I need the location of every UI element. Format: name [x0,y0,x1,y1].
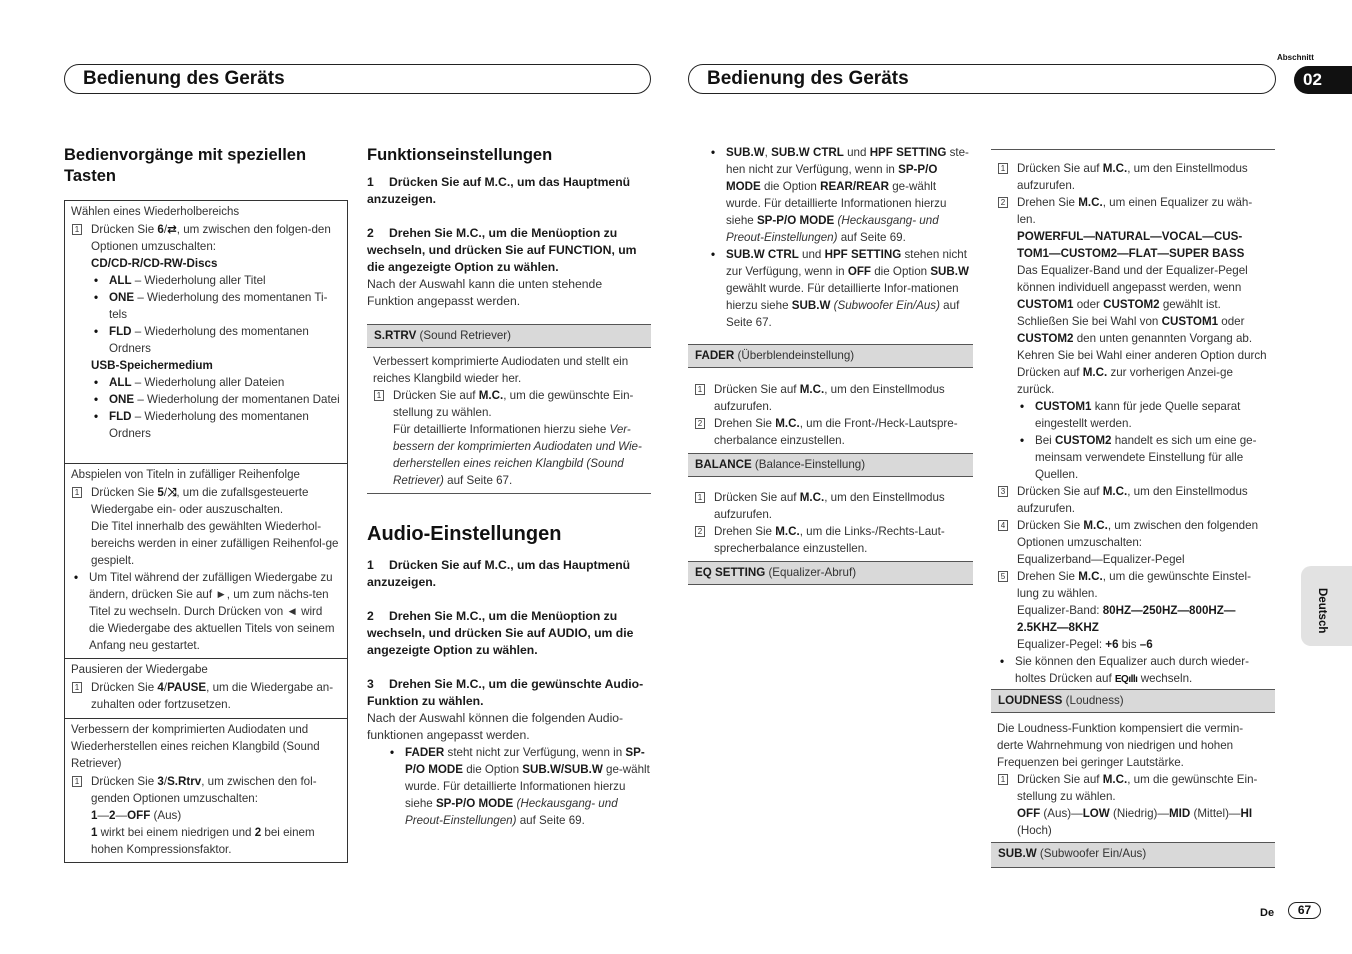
eq-button-bullet: • Sie können den Equalizer auch durch wieder-holtes Drücken auf EQıllı wechseln. [997,653,1269,688]
balance-step-1: 1 Drücken Sie auf M.C., um den Einstellmodus aufzurufen. [694,489,967,523]
pause-caption: Pausieren der Wiedergabe [71,664,208,676]
col3-bullets [688,144,972,331]
loudness-table-body: Die Loudness-Funktion kompensiert die vermin-derte Wahrnehmung von niedrigen und hohen Frequenzen bei geringer Lautstärke. 1 Drücken Sie auf M.C., um die gewünschte Ein-stellung zu wählen. OFF (Aus)—LOW (Niedrig)—MID (Mittel)—HI (Hoch) [991,720,1275,839]
left-header-title: Bedienung des Geräts [83,68,285,89]
language-label: Deutsch [1316,588,1328,634]
cd-title: CD/CD-R/CD-RW-Discs [91,257,218,270]
step-number-icon: 1 [72,224,82,235]
function-step-2-note: Nach der Auswahl kann die unten stehende Funktion angepasst werden. [367,277,603,308]
list-item: • FLD – Wiederholung des momentanen Ordners [91,323,341,357]
sound-retriever-caption: Verbessern der komprimierten Audiodaten und Wiederherstellen eines reichen Klangbild (Sound Retriever) [71,724,320,770]
page-number: 67 [1288,902,1321,919]
eq-custom-desc-2: Schließen Sie bei Wahl von CUSTOM1 oder CUSTOM2 den unten genannten Vorgang ab. Kehren Sie bei Wahl einer anderen Option durch Drücken auf M.C. zur vorherigen Anzei-ge zurück. [1017,315,1267,396]
balance-table-body [688,489,973,557]
step-number-icon: 3 [998,486,1008,497]
fader-table-header: FADER (Überblendeinstellung) [688,344,973,368]
fader-step-2: 2 Drehen Sie M.C., um die Front-/Heck-Lautspre-cherbalance einzustellen. [694,415,967,449]
list-item: • ONE – Wiederholung der momentanen Datei [91,391,341,408]
subwoofer-table-header: SUB.W (Subwoofer Ein/Aus) [991,842,1275,868]
fader-bullet: • FADER steht nicht zur Verfügung, wenn in SP-P/O MODE die Option SUB.W/SUB.W ge-wählt wurde. Für detaillierte Informationen hierzu siehe SP-P/O MODE (Heckausgang- und Preout-Einstellungen) auf Seite 69. [387,744,651,829]
balance-step-2: 2 Drehen Sie M.C., um die Links-/Rechts-Laut-sprecherbalance einzustellen. [694,523,967,557]
step-number-icon: 1 [374,390,384,401]
sound-retriever-note: 1 wirkt bei einem niedrigen und 2 bei einem hohen Kompressionsfaktor. [91,826,315,856]
pause-step-1: 1 Drücken Sie 4/PAUSE, um die Wiedergabe an-zuhalten oder fortzusetzen. [71,679,341,713]
repeat-step-1: 1 Drücken Sie 6/⇄, um zwischen den folgen-den Optionen umzuschalten: CD/CD-R/CD-RW-Discs • ALL – Wiederholung aller Titel • ONE – Wiederholung des momentanen Ti-tels • FLD – Wiederholung des momentanen Ordners USB-Speichermedium • ALL – Wiederholung aller Dateien • ONE – Wiederholung der momentanen Datei • FLD – Wiederholung des momentanen Ordners [71,221,341,442]
eq-level-values: Equalizer-Pegel: +6 bis –6 [1017,638,1153,651]
loudness-table-header: LOUDNESS (Loudness) [991,689,1275,713]
eq-button-icon: EQıllı [1114,674,1138,685]
subw-ctrl-availability-bullet: • SUB.W CTRL und HPF SETTING stehen nicht zur Verfügung, wenn in OFF die Option SUB.W gewählt wurde. Für detaillierte Infor-mationen hierzu siehe SUB.W (Subwoofer Ein/Aus) auf Seite 67. [708,246,972,331]
eq-custom-desc: Das Equalizer-Band und der Equalizer-Pegel können individuell angepasst werden, wenn CUSTOM1 oder CUSTOM2 gewählt ist. [1017,264,1248,311]
list-item: • ALL – Wiederholung aller Titel [91,272,341,289]
audio-step-2: 2 Drehen Sie M.C., um die Menüoption zu wechseln, und drücken Sie auf AUDIO, um die angezeigte Option zu wählen. [367,609,634,657]
eq-step-4: 4 Drücken Sie M.C., um zwischen den folgenden Optionen umzuschalten: Equalizerband—Equalizer-Pegel [997,517,1269,568]
eq-band-values: Equalizer-Band: 80HZ—250HZ—800HZ—2.5KHZ—8KHZ [1017,604,1236,634]
step-number-icon: 1 [998,774,1008,785]
eq-setting-body [991,160,1275,688]
col1-heading: Bedienvorgänge mit speziellen Tasten [64,146,307,185]
srtrv-table-header: S.RTRV (Sound Retriever) [367,324,651,348]
eq-step-5: 5 Drehen Sie M.C., um die gewünschte Einstel-lung zu wählen. Equalizer-Band: 80HZ—250HZ—800HZ—2.5KHZ—8KHZ Equalizer-Pegel: +6 bis –6 [997,568,1269,653]
step-number-icon: 1 [72,487,82,498]
srtrv-table-rule [367,493,651,494]
list-item: • ALL – Wiederholung aller Dateien [91,374,341,391]
list-item: • FLD – Wiederholung des momentanen Ordners [91,408,341,442]
step-number-icon: 4 [998,520,1008,531]
step-number-icon: 2 [695,418,705,429]
srtrv-step-1: 1 Drücken Sie auf M.C., um die gewünschte Ein-stellung zu wählen. Für detaillierte Informationen hierzu siehe Ver-bessern der komprimierten Audiodaten und Wie-derherstellen eines reichen Klangbild (Sound Retriever) auf Seite 67. [373,387,645,489]
random-cell [65,464,347,659]
shuffle-icon: ⤨ [167,486,177,499]
language-tab [1301,566,1352,646]
custom1-bullet: • CUSTOM1 kann für jede Quelle separat eingestellt werden. [1017,398,1269,432]
special-keys-table [64,200,348,863]
fader-step-1: 1 Drücken Sie auf M.C., um den Einstellmodus aufzurufen. [694,381,967,415]
fader-table-body [688,381,973,449]
audio-step-3-note: Nach der Auswahl können die folgenden Audio-funktionen angepasst werden. [367,711,624,742]
step-number-icon: 2 [998,197,1008,208]
usb-title: USB-Speichermedium [91,359,213,372]
section-label: Abschnitt [1277,53,1314,62]
eq-presets-list: POWERFUL—NATURAL—VOCAL—CUS-TOM1—CUSTOM2—FLAT—SUPER BASS [1017,230,1245,260]
random-step-1: 1 Drücken Sie 5/⤨, um die zufallsgesteuerte Wiedergabe ein- oder auszuschalten. Die Titel innerhalb des gewählten Wiederhol-bereichs werden in einer zufälligen Reihenfol-ge gespielt. [71,484,341,569]
repeat-icon: ⇄ [167,223,177,236]
function-step-2: 2 Drehen Sie M.C., um die Menüoption zu wechseln, und drücken Sie auf FUNCTION, um die angezeigte Option zu wählen. [367,226,637,274]
random-bullet: • Um Titel während der zufälligen Wiedergabe zu ändern, drücken Sie auf ►, um zum nächs-ten Titel zu wechseln. Durch Drücken von ◄ wird die Wiedergabe des aktuellen Titels von seinem Anfang neu gestartet. [71,569,341,654]
audio-step-3: 3 Drehen Sie M.C., um die gewünschte Audio-Funktion zu wählen. [367,677,644,708]
step-number-icon: 1 [72,776,82,787]
step-number-icon: 1 [695,384,705,395]
list-item: • ONE – Wiederholung des momentanen Ti-tels [91,289,341,323]
function-step-1: 1 Drücken Sie auf M.C., um das Hauptmenü anzuzeigen. [367,175,631,206]
function-settings-heading: Funktionseinstellungen [367,146,553,164]
step-number-icon: 5 [998,571,1008,582]
right-header-title: Bedienung des Geräts [707,68,909,89]
eq-setting-table-header: EQ SETTING (Equalizer-Abruf) [688,561,973,585]
repeat-cell [65,201,347,464]
left-header [64,64,651,94]
srtrv-table-body: Verbessert komprimierte Audiodaten und stellt ein reiches Klangbild wieder her. 1 Drücken Sie auf M.C., um die gewünschte Ein-stellung zu wählen. Für detaillierte Informationen hierzu siehe Ver-bessern der komprimierten Audiodaten und Wie-derherstellen eines reichen Klangbild (Sound Retriever) auf Seite 67. [367,353,651,489]
right-header [688,64,1276,94]
col2 [367,145,651,310]
sound-retriever-options: 1—2—OFF (Aus) [91,809,182,822]
balance-table-header: BALANCE (Balance-Einstellung) [688,453,973,477]
step-number-icon: 1 [998,163,1008,174]
eq-step-2: 2 Drehen Sie M.C., um einen Equalizer zu wäh-len. POWERFUL—NATURAL—VOCAL—CUS-TOM1—CUSTOM2—FLAT—SUPER BASS Das Equalizer-Band und der Equalizer-Pegel können individuell angepasst werden, wenn CUSTOM1 oder CUSTOM2 gewählt ist. Schließen Sie bei Wahl von CUSTOM1 oder CUSTOM2 den unten genannten Vorgang ab. Kehren Sie bei Wahl einer anderen Option durch Drücken auf M.C. zur vorherigen Anzei-ge zurück. • CUSTOM1 kann für jede Quelle separat eingestellt werden. • Bei CUSTOM2 handelt es sich um eine ge-meinsam verwendete Einstellung für alle Quellen. [997,194,1269,483]
pause-cell [65,659,347,719]
col4-top-rule [991,149,1275,150]
sound-retriever-cell [65,719,347,862]
audio-settings-heading: Audio-Einstellungen [367,523,562,545]
random-caption: Abspielen von Titeln in zufälliger Reihenfolge [71,469,300,481]
step-number-icon: 1 [695,492,705,503]
section-number: 02 [1294,66,1352,94]
audio-step-1: 1 Drücken Sie auf M.C., um das Hauptmenü anzuzeigen. [367,558,631,589]
footer-lang-code: De [1260,907,1275,919]
custom2-bullet: • Bei CUSTOM2 handelt es sich um eine ge-meinsam verwendete Einstellung für alle Quellen. [1017,432,1269,483]
loudness-step-1: 1 Drücken Sie auf M.C., um die gewünschte Ein-stellung zu wählen. OFF (Aus)—LOW (Niedrig)—MID (Mittel)—HI (Hoch) [997,771,1269,839]
sound-retriever-step-1: 1 Drücken Sie 3/S.Rtrv, um zwischen den fol-genden Optionen umzuschalten: 1—2—OFF (Aus) 1 wirkt bei einem niedrigen und 2 bei einem hohen Kompressionsfaktor. [71,773,341,858]
step-number-icon: 1 [72,682,82,693]
eq-step-3: 3 Drücken Sie auf M.C., um den Einstellmodus aufzurufen. [997,483,1269,517]
step-number-icon: 2 [695,526,705,537]
audio-settings [367,522,651,829]
repeat-caption: Wählen eines Wiederholbereichs [71,206,240,218]
loudness-options: OFF (Aus)—LOW (Niedrig)—MID (Mittel)—HI (Hoch) [1017,807,1253,837]
subw-availability-bullet: • SUB.W, SUB.W CTRL und HPF SETTING ste-hen nicht zur Verfügung, wenn in SP-P/O MODE die Option REAR/REAR ge-wählt wurde. Für detaillierte Informationen hierzu siehe SP-P/O MODE (Heckausgang- und Preout-Einstellungen) auf Seite 69. [708,144,972,246]
eq-step-1: 1 Drücken Sie auf M.C., um den Einstellmodus aufzurufen. [997,160,1269,194]
